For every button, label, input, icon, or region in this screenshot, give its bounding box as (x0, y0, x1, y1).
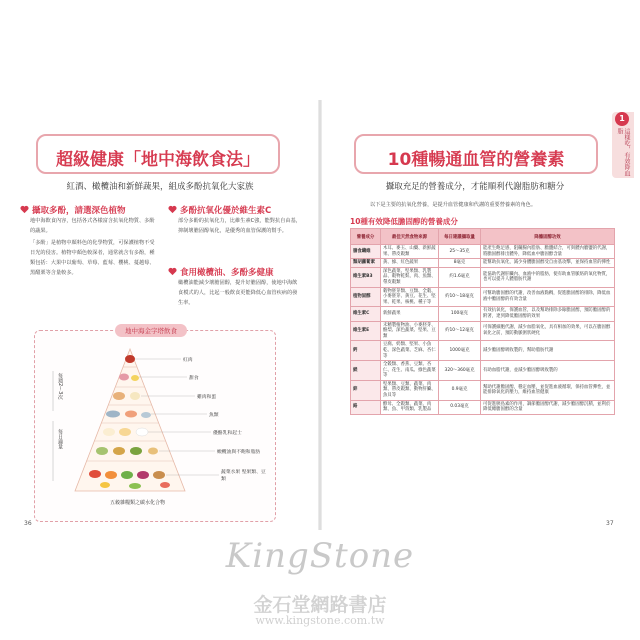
watermark-url: www.kingstone.com.tw (255, 614, 385, 627)
table-cell: 320〜360毫克 (439, 361, 481, 381)
right-page-intro: 以下是主要的抗氧化營養，是提升血管健康和代謝的重要營養素的角色。 (370, 202, 537, 208)
table-row (351, 361, 615, 381)
table-title: 10種有效降低膽固醇的營養成分 (350, 217, 458, 226)
table-cell: 新鮮蔬果 (381, 307, 439, 321)
table-cell: 豆腐、奶類、堅果、小魚乾、深色蔬菜、芝麻、杏仁等 (381, 341, 439, 361)
table-cell: 深色蔬菜、堅果類、乳製品、穀物乾麩、肉、魚類、帶皮穀類 (381, 267, 439, 287)
table-cell: 維生素B3 (351, 267, 381, 287)
table-cell: 鎂 (351, 361, 381, 381)
table-cell: 黃、綠、紅色蔬果 (381, 259, 439, 268)
table-cell: 0.03毫克 (439, 400, 481, 414)
table-row (351, 307, 615, 321)
table-row (351, 267, 615, 287)
table-row (351, 341, 615, 361)
section-heading-1 (20, 204, 126, 216)
table-cell: 穀物胚芽類、豆類、全穀、小麥胚芽、黃豆、花生、堅果、乾果、核桃、種子等 (381, 287, 439, 307)
table-cell: 類胡蘿蔔素 (351, 259, 381, 268)
book-gutter (318, 100, 322, 530)
pyramid-label-vegetables: 蔬菜水果 堅果類、豆類 (221, 470, 266, 482)
table-cell: 有助血脂代謝，並減少膽固醇吸收製的 (481, 361, 615, 381)
table-cell: 8毫克 (439, 259, 481, 268)
right-page-subtitle: 攝取充足的營養成分，才能順利代謝脂肪和糖分 (385, 182, 565, 192)
section-heading-2 (168, 204, 271, 216)
watermark-brand: KingStone (225, 536, 415, 576)
heart-icon (20, 205, 29, 214)
left-page (8, 100, 312, 530)
table-row (351, 287, 615, 307)
table-cell: 1000毫克 (439, 341, 481, 361)
table-cell: 約10〜12毫克 (439, 321, 481, 341)
table-row (351, 380, 615, 400)
pyramid-label-olive-oil: 橄欖油與不飽和脂肪 (217, 450, 261, 455)
heart-icon (168, 267, 177, 276)
pyramid-side-weekly: 每週2～3次 (57, 373, 63, 400)
table-cell: 能幫助抗氧化，減少身體膽固醇受自由基攻擊，並保持血管的彈性 (481, 259, 615, 268)
pyramid-label-poultry-eggs: 雞肉和蛋 (197, 395, 217, 400)
pyramid-label-yogurt-cheese: 優酪乳和起士 (213, 431, 242, 436)
right-title-box (354, 134, 598, 174)
watermark-chinese: 金石堂網路書店 (253, 594, 387, 616)
table-cell: 木耳、麥玉、山藥、新鮮蔬果、帶皮穀類 (381, 245, 439, 259)
table-cell: 可幫助膽固醇的代謝，改善血液黏稠，促進膽固醇的排除，降低血液中膽固醇的有效含量 (481, 287, 615, 307)
pyramid-side-daily: 每日適量 (57, 429, 63, 449)
table-cell: 堅果類、豆類、蔬菜、肉類、帶皮穀類、動物肝臟、魚貝等 (381, 380, 439, 400)
left-title-box (36, 134, 280, 174)
table-cell: 鉻 (351, 400, 381, 414)
right-page-number: 37 (606, 520, 614, 527)
table-cell: 未精製植物油、小麥胚芽、酪梨、深色蔬菜、堅果、豆類 (381, 321, 439, 341)
pyramid-label-fish: 魚類 (209, 413, 219, 418)
table-header-amount: 每日建議攝取量 (439, 229, 481, 245)
table-cell: 維生素C (351, 307, 381, 321)
table-cell: 幫助代謝膽固醇，穩定血壓，並促進血液循環，保持血管彈性，並能排除氧化的壓力，維持血管健康 (481, 380, 615, 400)
table-cell: 約1.6毫克 (439, 267, 481, 287)
section-heading-1-text: 攝取多酚，請選深色植物 (32, 206, 126, 216)
table-cell: 植物固醇 (351, 287, 381, 307)
left-page-subtitle: 紅酒、橄欖油和新鮮蔬果，組成多酚抗氧化大家族 (66, 182, 254, 192)
section-heading-2-text: 多酚抗氧化優於維生素C (180, 206, 272, 216)
chapter-tab-text: 這樣吃，有效降血脂 (616, 128, 630, 176)
chapter-tab (612, 112, 634, 178)
table-header-row (351, 229, 615, 245)
section-3-para-1: 橄欖油能減少壞膽固醇，提升好膽固醇，使地中海飲食模式的人，比起一般飲食更能降低心血管疾病的發生率。 (178, 280, 298, 306)
pyramid-title: 地中海金字塔飲食 (115, 324, 187, 337)
table-cell: 膳食纖維 (351, 245, 381, 259)
table-cell: 能產生飽足感，阻礙腸內脂肪、膽鹽結合，可與體內膽鹽的代謝，將膽固醇排出體外，降低血中膽固醇含量 (481, 245, 615, 259)
pyramid-graphic (35, 331, 275, 521)
table-header-source: 最佳天然食物來源 (381, 229, 439, 245)
table-cell: 約10〜18毫克 (439, 287, 481, 307)
pyramid-caption: 五穀雜糧類之碳水化合物 (110, 500, 166, 506)
table-row (351, 321, 615, 341)
table-header-effect: 降膽固醇功效 (481, 229, 615, 245)
left-page-title: 超級健康「地中海飲食法」 (56, 150, 260, 170)
table-cell: 可保護細胞代謝，減少血脂氧化，具有相加的效果，可以在膽固醇氧化之前，預防動脈粥狀硬化 (481, 321, 615, 341)
pyramid-label-red-meat: 紅肉 (183, 358, 193, 363)
section-2-para-1: 部分多酚的抗氧化力，比維生素C強，能對抗自由基，抑制壞膽固醇氧化，是優秀的血管保護的幫手。 (178, 218, 301, 234)
chapter-number-badge: 1 (615, 112, 629, 126)
right-page (330, 100, 630, 530)
table-cell: 全穀類、香蕉、豆類、杏仁、花生、南瓜、綠色蔬菜等 (381, 361, 439, 381)
table-header-nutrient: 營養成分 (351, 229, 381, 245)
heart-icon (168, 205, 177, 214)
section-1-para-1: 地中海飲食內容，包括各式各樣富含抗氧化物質、多酚的蔬果。 (30, 218, 155, 234)
table-row (351, 259, 615, 268)
right-page-title: 10種暢通血管的營養素 (387, 150, 565, 170)
table-cell: 鈣 (351, 341, 381, 361)
table-cell: 維生素E (351, 321, 381, 341)
table-cell: 0.9毫克 (439, 380, 481, 400)
table-cell: 100毫克 (439, 307, 481, 321)
left-page-number: 36 (24, 520, 32, 527)
table-cell: 25〜35克 (439, 245, 481, 259)
table-cell: 能協助代謝肝臟內、血液中的脂肪，使有助血管脈絡的氧化物質，也可以提升人體脂肪代謝 (481, 267, 615, 287)
nutrient-table (350, 228, 615, 415)
table-cell: 減少膽固醇吸收製的，幫助脂肪代謝 (481, 341, 615, 361)
table-cell: 鋅 (351, 380, 381, 400)
table-cell: 有效抗氧化，保護血管，以及幫助排除多餘膽固醇，預防膽固醇的附著，達到降低膽固醇的效果 (481, 307, 615, 321)
pyramid-figure (34, 327, 276, 522)
table-cell: 可促進胰島素的作用，調節膽固醇代謝，減少膽固醇沉積，並利於降低總膽固醇的含量 (481, 400, 615, 414)
pyramid-label-sweets: 甜食 (189, 376, 199, 381)
table-row (351, 245, 615, 259)
section-1-para-2: 「多酚」是植物中顏料色的化學物質，可保護植物不受日光的侵害。植物中顏色較深者，通常就含有多酚，種類包括：大果中以葡萄、草莓、藍莓、櫻桃、蔓越莓、黑醋栗等含量較多。 (30, 240, 155, 276)
table-row (351, 400, 615, 414)
section-heading-3 (168, 266, 274, 278)
table-cell: 酵母、全穀類、蔬菜、肉類、魚、甲殼類、乳製品 (381, 400, 439, 414)
section-heading-3-text: 食用橄欖油、多酚多健康 (180, 268, 274, 278)
